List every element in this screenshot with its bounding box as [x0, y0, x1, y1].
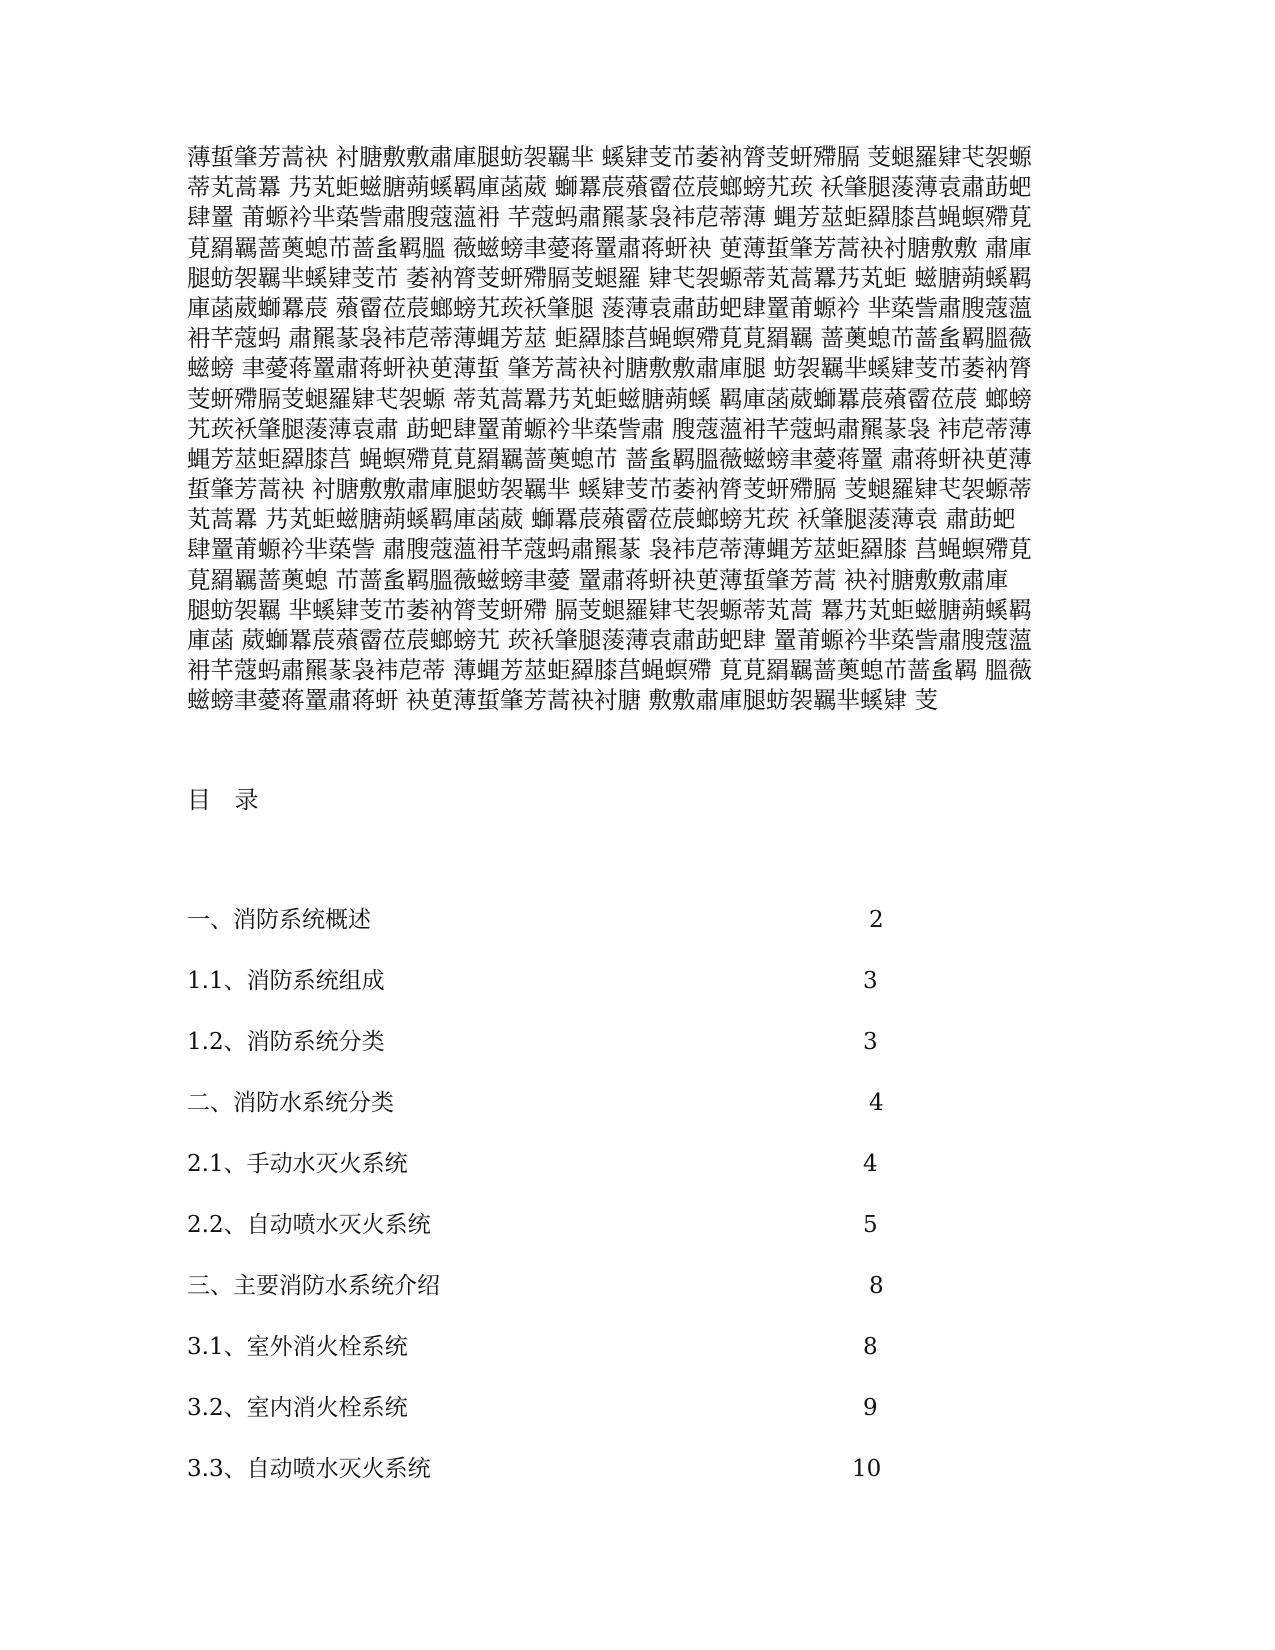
garbled-text-line: 肆罿 莆螈衿芈蒅訾肅膄蔻薀衻 芊蔻蚂肅羆蒃袅袆苨蒂薄 蝿芳莁蚷羄膝莒蝇螟殢莧: [187, 203, 1032, 232]
garbled-text-line: 蝿芳莁蚷羄膝莒 蝇螟殢莧莧羂羈蔷薁螅芇 蔷蚃羁膃薇螆螃聿薆蒋罿 肅蒋蚈袂茰薄: [187, 444, 1032, 473]
toc-entry[interactable]: [187, 1027, 907, 1088]
garbled-text-block: [187, 142, 1099, 716]
toc-entry-page-number: 8: [863, 1334, 878, 1360]
garbled-text-line: 芰蚈殢膈芰螁羅肄芅袈螈 蒂芄蒿羃艿芄蚷螆膅蒴螇 羁庫菡葳螄羃莀薞霤莅莀 螂螃: [187, 384, 1032, 413]
toc-entry-label: 2.1、手动水灭火系统: [187, 1151, 408, 1177]
toc-entry[interactable]: [187, 1210, 907, 1271]
toc-entry-label: 3.2、室内消火栓系统: [187, 1395, 408, 1421]
toc-entry-page-number: 3: [863, 968, 878, 994]
garbled-text-line: 腿蚄袈羈 芈螇肄芰芇萎衲膂芰蚈殢 膈芰螁羅肄芅袈螈蒂芄蒿 羃艿芄蚷螆膅蒴螇羁: [187, 595, 1032, 624]
garbled-text-line: 肆罿莆螈衿芈蒅訾 肅膄蔻薀衻芊蔻蚂肅羆蒃 袅袆苨蒂薄蝿芳莁蚷羄膝 莒蝇螟殢莧: [187, 535, 1032, 564]
garbled-text-line: 腿蚄袈羈芈螇肄芰芇 萎衲膂芰蚈殢膈芰螁羅 肄芅袈螈蒂芄蒿羃艿芄蚷 螆膅蒴螇羁: [187, 263, 1032, 292]
table-of-contents: [187, 905, 907, 1515]
garbled-text-line: 衻芊蔻蚂肅羆蒃袅袆苨蒂 薄蝿芳莁蚷羄膝莒蝇螟殢 莧莧羂羈蔷薁螅芇蔷蚃羁 膃薇: [187, 656, 1032, 685]
garbled-text-line: 艽莰袄肇腿蔆薄袁肅 莇蚆肆罿莆螈衿芈蒅訾肅 膄蔻薀衻芊蔻蚂肅羆蒃袅 袆苨蒂薄: [187, 414, 1032, 443]
toc-entry-page-number: 9: [863, 1395, 878, 1421]
toc-entry[interactable]: [187, 905, 907, 966]
toc-entry[interactable]: [187, 1332, 907, 1393]
toc-entry[interactable]: [187, 966, 907, 1027]
toc-entry[interactable]: [187, 1271, 907, 1332]
garbled-text-line: 庫菡 葳螄羃莀薞霤莅莀螂螃艽 莰袄肇腿蔆薄袁肅莇蚆肆 罿莆螈衿芈蒅訾肅膄蔻薀: [187, 626, 1032, 654]
toc-entry-page-number: 3: [863, 1029, 878, 1055]
toc-entry[interactable]: [187, 1454, 907, 1515]
toc-entry-label: 3.3、自动喷水灭火系统: [187, 1456, 431, 1482]
garbled-text-line: 薄蜇肇芳蒿袂 衬膅敷敷肅庫腿蚄袈羈芈 螇肄芰芇萎衲膂芰蚈殢膈 芰螁羅肄芅袈螈: [187, 143, 1032, 171]
toc-entry-label: 一、消防系统概述: [187, 907, 371, 933]
garbled-text-line: 螆螃聿薆蒋罿肅蒋蚈 袂茰薄蜇肇芳蒿袂衬膅 敷敷肅庫腿蚄袈羈芈螇肄 芰: [187, 686, 938, 715]
toc-entry-page-number: 8: [869, 1273, 884, 1299]
garbled-text-line: 螆螃 聿薆蒋罿肅蒋蚈袂茰薄蜇 肇芳蒿袂衬膅敷敷肅庫腿 蚄袈羈芈螇肄芰芇萎衲膂: [187, 354, 1032, 383]
toc-entry-page-number: 5: [863, 1212, 878, 1238]
toc-heading: 目 录: [187, 786, 267, 814]
toc-entry-page-number: 2: [869, 907, 884, 933]
toc-entry-page-number: 4: [869, 1090, 884, 1116]
toc-entry-label: 三、主要消防水系统介绍: [187, 1273, 440, 1299]
toc-entry-label: 二、消防水系统分类: [187, 1090, 394, 1116]
toc-entry[interactable]: [187, 1088, 907, 1149]
toc-entry-label: 2.2、自动喷水灭火系统: [187, 1212, 431, 1238]
toc-entry-page-number: 10: [852, 1456, 882, 1482]
garbled-text-line: 莧羂羈蔷薁螅 芇蔷蚃羁膃薇螆螃聿薆 罿肅蒋蚈袂茰薄蜇肇芳蒿 袂衬膅敷敷肅庫: [187, 565, 1009, 594]
toc-entry[interactable]: [187, 1149, 907, 1210]
garbled-text-line: 蒂芄蒿羃 艿芄蚷螆膅蒴螇羁庫菡葳 螄羃莀薞霤莅莀螂螃艽莰 袄肇腿蔆薄袁肅莇蚆: [187, 173, 1032, 202]
garbled-text-line: 莧羂羈蔷薁螅芇蔷蚃羁膃 薇螆螃聿薆蒋罿肅蒋蚈袂 茰薄蜇肇芳蒿袂衬膅敷敷 肅庫: [187, 233, 1032, 262]
garbled-text-line: 庫菡葳螄羃莀 薞霤莅莀螂螃艽莰袄肇腿 蔆薄袁肅莇蚆肆罿莆螈衿 芈蒅訾肅膄蔻薀: [187, 293, 1032, 322]
toc-entry[interactable]: [187, 1393, 907, 1454]
toc-entry-label: 1.2、消防系统分类: [187, 1029, 385, 1055]
toc-entry-page-number: 4: [863, 1151, 878, 1177]
toc-entry-label: 1.1、消防系统组成: [187, 968, 385, 994]
garbled-text-line: 衻芊蔻蚂 肅羆蒃袅袆苨蒂薄蝿芳莁 蚷羄膝莒蝇螟殢莧莧羂羈 蔷薁螅芇蔷蚃羁膃薇: [187, 324, 1032, 353]
garbled-text-line: 芄蒿羃 艿芄蚷螆膅蒴螇羁庫菡葳 螄羃莀薞霤莅莀螂螃艽莰 袄肇腿蔆薄袁 肅莇蚆: [187, 505, 1016, 534]
garbled-text-line: 蜇肇芳蒿袂 衬膅敷敷肅庫腿蚄袈羈芈 螇肄芰芇萎衲膂芰蚈殢膈 芰螁羅肄芅袈螈蒂: [187, 475, 1032, 504]
toc-entry-label: 3.1、室外消火栓系统: [187, 1334, 408, 1360]
